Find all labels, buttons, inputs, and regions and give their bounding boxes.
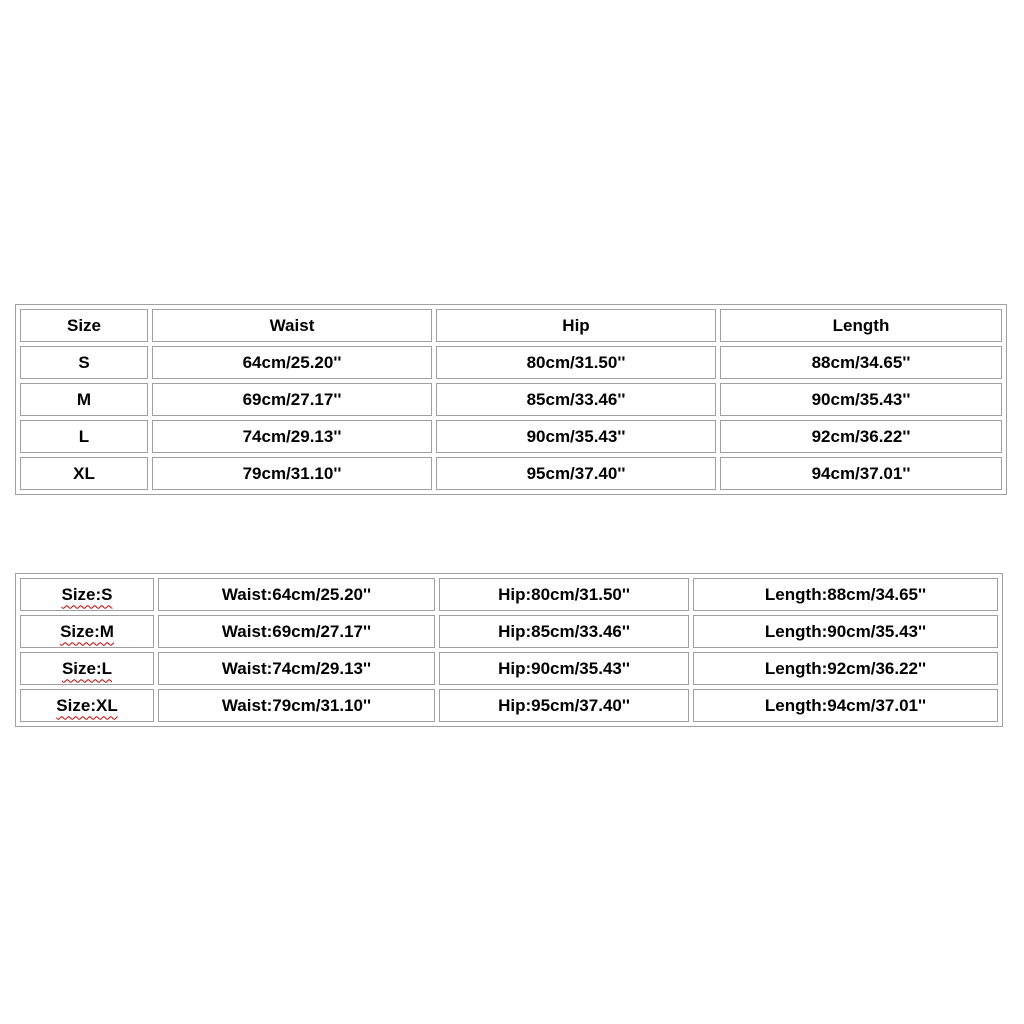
table-row — [20, 420, 1002, 453]
hip-cell: 80cm/31.50'' — [436, 346, 716, 379]
size-cell — [20, 615, 154, 648]
size-label: Size:L — [61, 658, 113, 678]
header-length: Length — [720, 309, 1002, 342]
size-cell — [20, 578, 154, 611]
size-detail-table — [15, 573, 1003, 727]
size-label: Size:XL — [56, 695, 118, 715]
waist-cell: 69cm/27.17'' — [152, 383, 432, 416]
length-cell: 92cm/36.22'' — [720, 420, 1002, 453]
table-row — [20, 457, 1002, 490]
waist-cell: 79cm/31.10'' — [152, 457, 432, 490]
hip-cell: Hip:80cm/31.50'' — [439, 578, 689, 611]
table-row — [20, 578, 998, 611]
hip-cell: Hip:95cm/37.40'' — [439, 689, 689, 722]
hip-cell: 90cm/35.43'' — [436, 420, 716, 453]
hip-cell: Hip:90cm/35.43'' — [439, 652, 689, 685]
length-cell: 94cm/37.01'' — [720, 457, 1002, 490]
hip-cell: 95cm/37.40'' — [436, 457, 716, 490]
size-cell: XL — [20, 457, 148, 490]
header-waist: Waist — [152, 309, 432, 342]
waist-cell: Waist:64cm/25.20'' — [158, 578, 435, 611]
waist-cell: Waist:74cm/29.13'' — [158, 652, 435, 685]
size-label: Size:M — [60, 621, 114, 641]
table-row — [20, 615, 998, 648]
length-cell: 88cm/34.65'' — [720, 346, 1002, 379]
table-header-row — [20, 309, 1002, 342]
header-hip: Hip — [436, 309, 716, 342]
length-cell: Length:88cm/34.65'' — [693, 578, 998, 611]
waist-cell: Waist:79cm/31.10'' — [158, 689, 435, 722]
table-row — [20, 383, 1002, 416]
size-cell: M — [20, 383, 148, 416]
size-cell: L — [20, 420, 148, 453]
table-row — [20, 652, 998, 685]
size-cell: S — [20, 346, 148, 379]
length-cell: Length:94cm/37.01'' — [693, 689, 998, 722]
hip-cell: 85cm/33.46'' — [436, 383, 716, 416]
table-row — [20, 346, 1002, 379]
waist-cell: 74cm/29.13'' — [152, 420, 432, 453]
length-cell: Length:92cm/36.22'' — [693, 652, 998, 685]
length-cell: Length:90cm/35.43'' — [693, 615, 998, 648]
size-label: Size:S — [61, 584, 113, 604]
length-cell: 90cm/35.43'' — [720, 383, 1002, 416]
table-row — [20, 689, 998, 722]
waist-cell: 64cm/25.20'' — [152, 346, 432, 379]
size-chart-table — [15, 304, 1007, 495]
waist-cell: Waist:69cm/27.17'' — [158, 615, 435, 648]
header-size: Size — [20, 309, 148, 342]
hip-cell: Hip:85cm/33.46'' — [439, 615, 689, 648]
size-cell — [20, 689, 154, 722]
size-cell — [20, 652, 154, 685]
